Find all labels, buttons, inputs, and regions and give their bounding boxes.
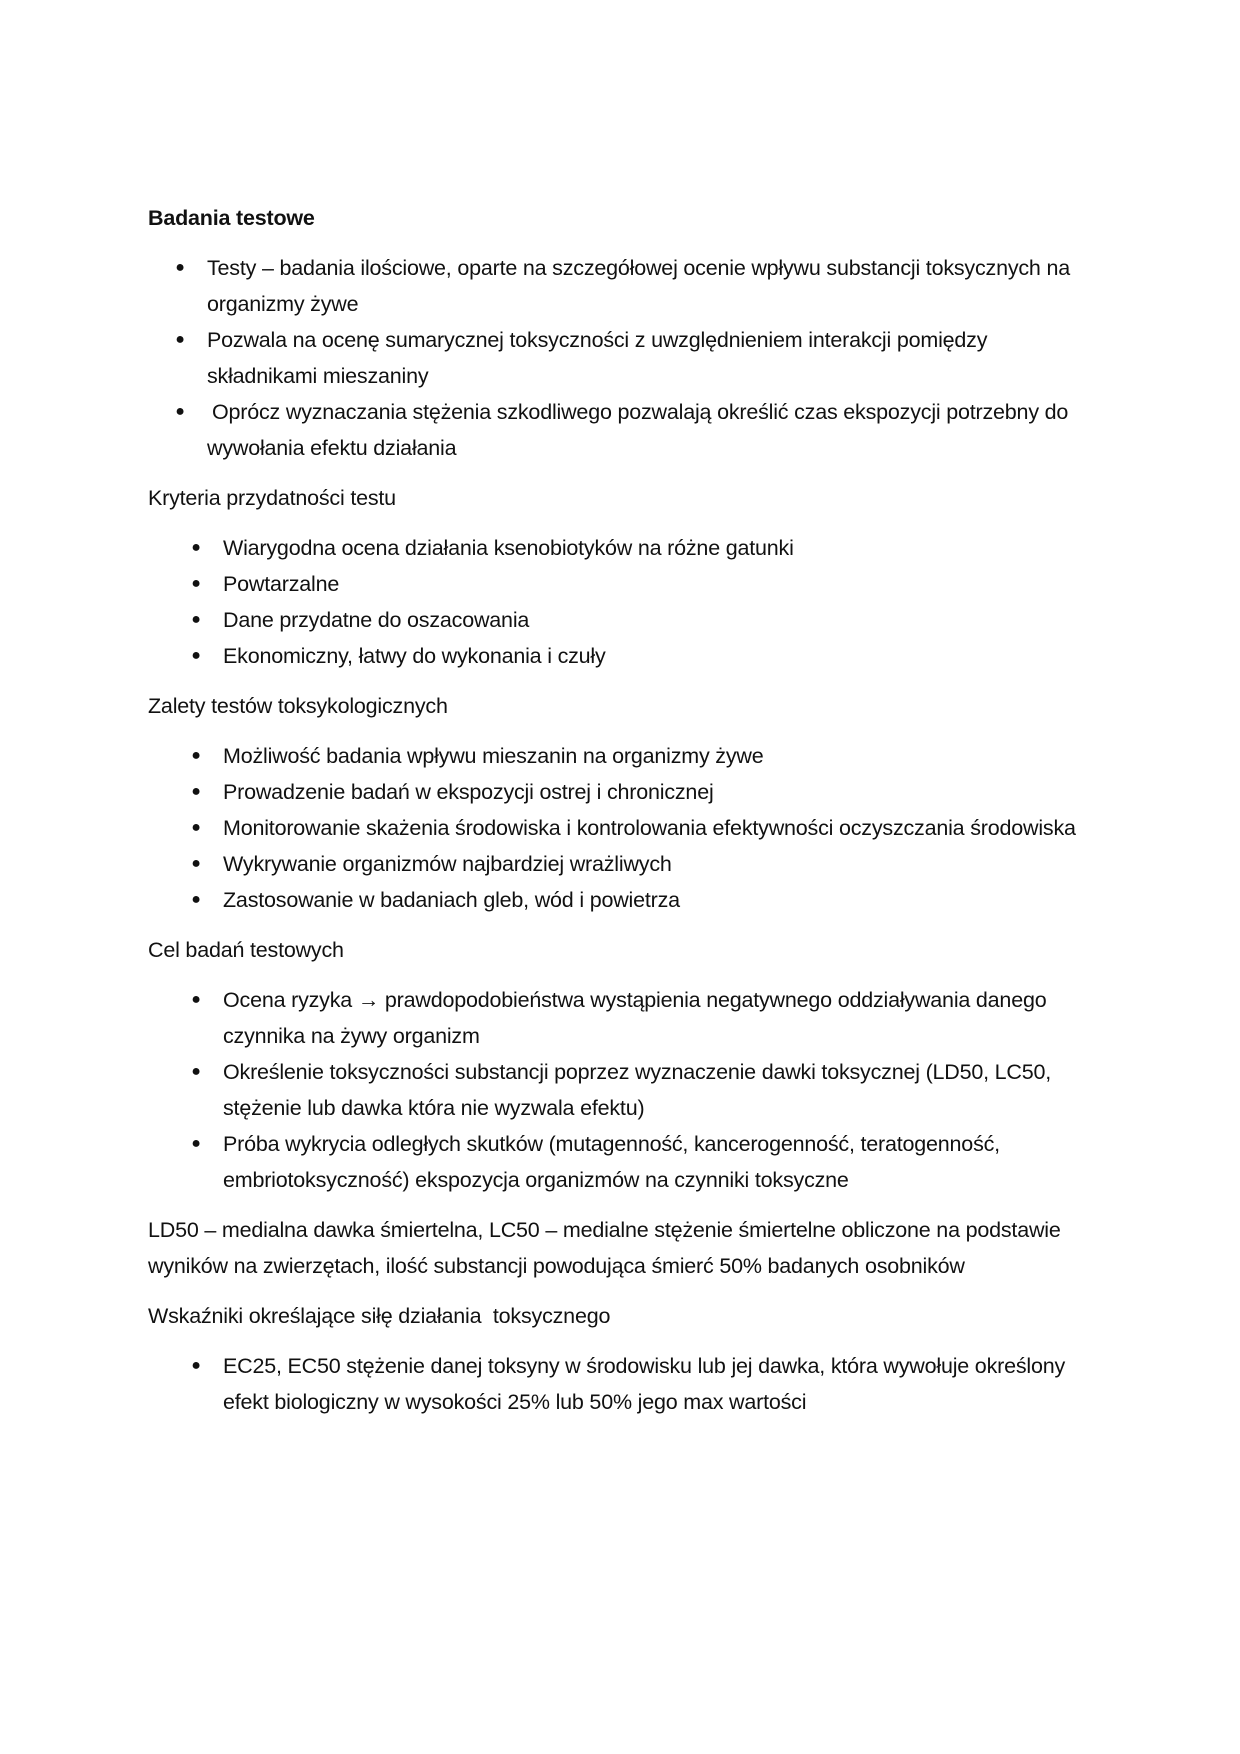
- heading-zalety: Zalety testów toksykologicznych: [148, 694, 448, 718]
- bullet-icon: ●: [175, 331, 185, 348]
- bullet-icon: ●: [191, 1063, 201, 1080]
- bullet-icon: ●: [191, 991, 201, 1008]
- list-kryteria: [148, 530, 1088, 674]
- list-badania-testowe: [148, 250, 1088, 466]
- bullet-icon: ●: [191, 783, 201, 800]
- heading-badania-testowe: Badania testowe: [148, 206, 315, 230]
- heading-wskazniki: Wskaźniki określające siłę działania toksycznego: [148, 1304, 611, 1328]
- list-item: ● Monitorowanie skażenia środowiska i kontrolowania efektywności oczyszczania środowiska: [223, 810, 1088, 846]
- bullet-icon: ●: [191, 539, 201, 556]
- heading-kryteria: Kryteria przydatności testu: [148, 486, 396, 510]
- list-zalety: [148, 738, 1088, 918]
- list-item: ● Wiarygodna ocena działania ksenobiotyków na różne gatunki: [223, 530, 1088, 566]
- list-item: ● Określenie toksyczności substancji poprzez wyznaczenie dawki toksycznej (LD50, LC50, stężenie lub dawka która nie wyzwala efektu): [223, 1054, 1088, 1126]
- list-cel: [148, 982, 1088, 1198]
- list-item: ● Ekonomiczny, łatwy do wykonania i czuły: [223, 638, 1088, 674]
- bullet-icon: ●: [191, 647, 201, 664]
- list-item: ● Ocena ryzyka → prawdopodobieństwa wystąpienia negatywnego oddziaływania danego czynnika na żywy organizm: [223, 982, 1088, 1054]
- list-item: ● Próba wykrycia odległych skutków (mutagenność, kancerogenność, teratogenność, embriotoksyczność) ekspozycja organizmów na czynniki toksyczne: [223, 1126, 1088, 1198]
- list-item: ● Oprócz wyznaczania stężenia szkodliwego pozwalają określić czas ekspozycji potrzebny do wywołania efektu działania: [207, 394, 1088, 466]
- list-wskazniki: [148, 1348, 1088, 1420]
- bullet-icon: ●: [191, 819, 201, 836]
- list-item: ● EC25, EC50 stężenie danej toksyny w środowisku lub jej dawka, która wywołuje określony efekt biologiczny w wysokości 25% lub 50% jego max wartości: [223, 1348, 1088, 1420]
- bullet-icon: ●: [175, 259, 185, 276]
- list-item: ● Możliwość badania wpływu mieszanin na organizmy żywe: [223, 738, 1088, 774]
- bullet-icon: ●: [191, 611, 201, 628]
- bullet-icon: ●: [191, 855, 201, 872]
- list-item: ● Pozwala na ocenę sumarycznej toksyczności z uwzględnieniem interakcji pomiędzy składnikami mieszaniny: [207, 322, 1088, 394]
- bullet-icon: ●: [191, 891, 201, 908]
- heading-cel: Cel badań testowych: [148, 938, 344, 962]
- arrow-right-icon: →: [357, 988, 380, 1012]
- document-page: [148, 200, 1088, 1434]
- definition-paragraph: LD50 – medialna dawka śmiertelna, LC50 – medialne stężenie śmiertelne obliczone na podstawie wyników na zwierzętach, ilość substancji powodująca śmierć 50% badanych osobników: [148, 1218, 1061, 1278]
- list-item: ● Powtarzalne: [223, 566, 1088, 602]
- list-item: ● Dane przydatne do oszacowania: [223, 602, 1088, 638]
- bullet-icon: ●: [191, 747, 201, 764]
- bullet-icon: ●: [191, 575, 201, 592]
- bullet-icon: ●: [191, 1357, 201, 1374]
- list-item: ● Prowadzenie badań w ekspozycji ostrej i chronicznej: [223, 774, 1088, 810]
- list-item: ● Testy – badania ilościowe, oparte na szczegółowej ocenie wpływu substancji toksycznych na organizmy żywe: [207, 250, 1088, 322]
- list-item: ● Wykrywanie organizmów najbardziej wrażliwych: [223, 846, 1088, 882]
- bullet-icon: ●: [175, 403, 185, 420]
- bullet-icon: ●: [191, 1135, 201, 1152]
- list-item: ● Zastosowanie w badaniach gleb, wód i powietrza: [223, 882, 1088, 918]
